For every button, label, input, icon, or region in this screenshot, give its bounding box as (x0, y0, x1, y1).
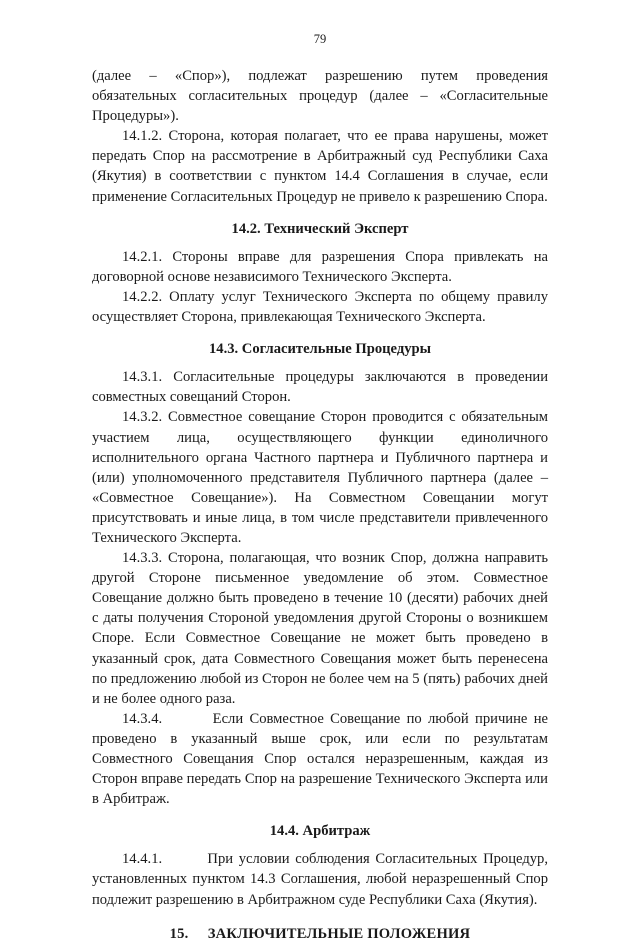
section-heading-14-2: 14.2. Технический Эксперт (231, 220, 409, 237)
paragraph-14-3-1: 14.3.1. Согласительные процедуры заключаются в проведении совместных совещаний Сторон. (92, 369, 548, 406)
section-heading-14-4: 14.4. Арбитраж (269, 823, 371, 840)
page-number: 79 (313, 32, 327, 46)
paragraph-14-1-1-continuation: (далее – «Спор»), подлежат разрешению путем проведения обязательных согласительных процедур (далее – «Согласительные Процедуры»). (92, 68, 548, 125)
paragraph-14-3-4: 14.3.4. Если Совместное Совещание по любой причине не проведено в указанный выше срок, или если по результатам Совместного Совещания Спор остался неразрешенным, каждая из Сторон вправе передать Спор на разрешение Технического Эксперта или в Арбитраж. (92, 710, 552, 808)
paragraph-14-3-2: 14.3.2. Совместное совещание Сторон проводится с обязательным участием лица, осуществляющего функции единоличного исполнительного органа Частного партнера и Публичного партнера и (или) уполномоченного представителя Публичного партнера (далее – «Совместное Совещание»). На Совместном Совещании могут присутствовать и иные лица, в том числе представители привлеченного Технического Эксперта. (92, 409, 548, 546)
paragraph-14-3-3: 14.3.3. Сторона, полагающая, что возник Спор, должна направить другой Стороне письменное уведомление об этом. Совместное Совещание должно быть проведено в течение 10 (десяти) рабочих дней с даты получения Стороной уведомления другой Стороны о возникшем Споре. Если Совместное Совещание не может быть проведено в указанный срок, дата Совместного Совещания может быть перенесена по предложению любой из Сторон не более чем на 5 (пять) рабочих дней и не более одного раза. (92, 550, 548, 707)
paragraph-14-2-2: 14.2.2. Оплату услуг Технического Эксперта по общему правилу осуществляет Сторона, привлекающая Технического Эксперта. (92, 288, 548, 326)
document-body (92, 66, 552, 944)
paragraph-14-2-1: 14.2.1. Стороны вправе для разрешения Спора привлекать на договорной основе независимого Технического Эксперта. (92, 248, 548, 285)
chapter-heading-15: 15. ЗАКЛЮЧИТЕЛЬНЫЕ ПОЛОЖЕНИЯ (169, 925, 471, 942)
paragraph-14-4-1: 14.4.1. При условии соблюдения Согласительных Процедур, установленных пунктом 14.3 Соглашения, любой неразрешенный Спор подлежит разрешению в Арбитражном суде Республики Саха (Якутия). (92, 851, 552, 908)
paragraph-14-1-2: 14.1.2. Сторона, которая полагает, что ее права нарушены, может передать Спор на рассмотрение в Арбитражный суд Республики Саха (Якутия) в соответствии с пунктом 14.4 Соглашения в случае, если применение Согласительных Процедур не привело к разрешению Спора. (92, 128, 548, 205)
section-heading-14-3: 14.3. Согласительные Процедуры (208, 341, 432, 358)
